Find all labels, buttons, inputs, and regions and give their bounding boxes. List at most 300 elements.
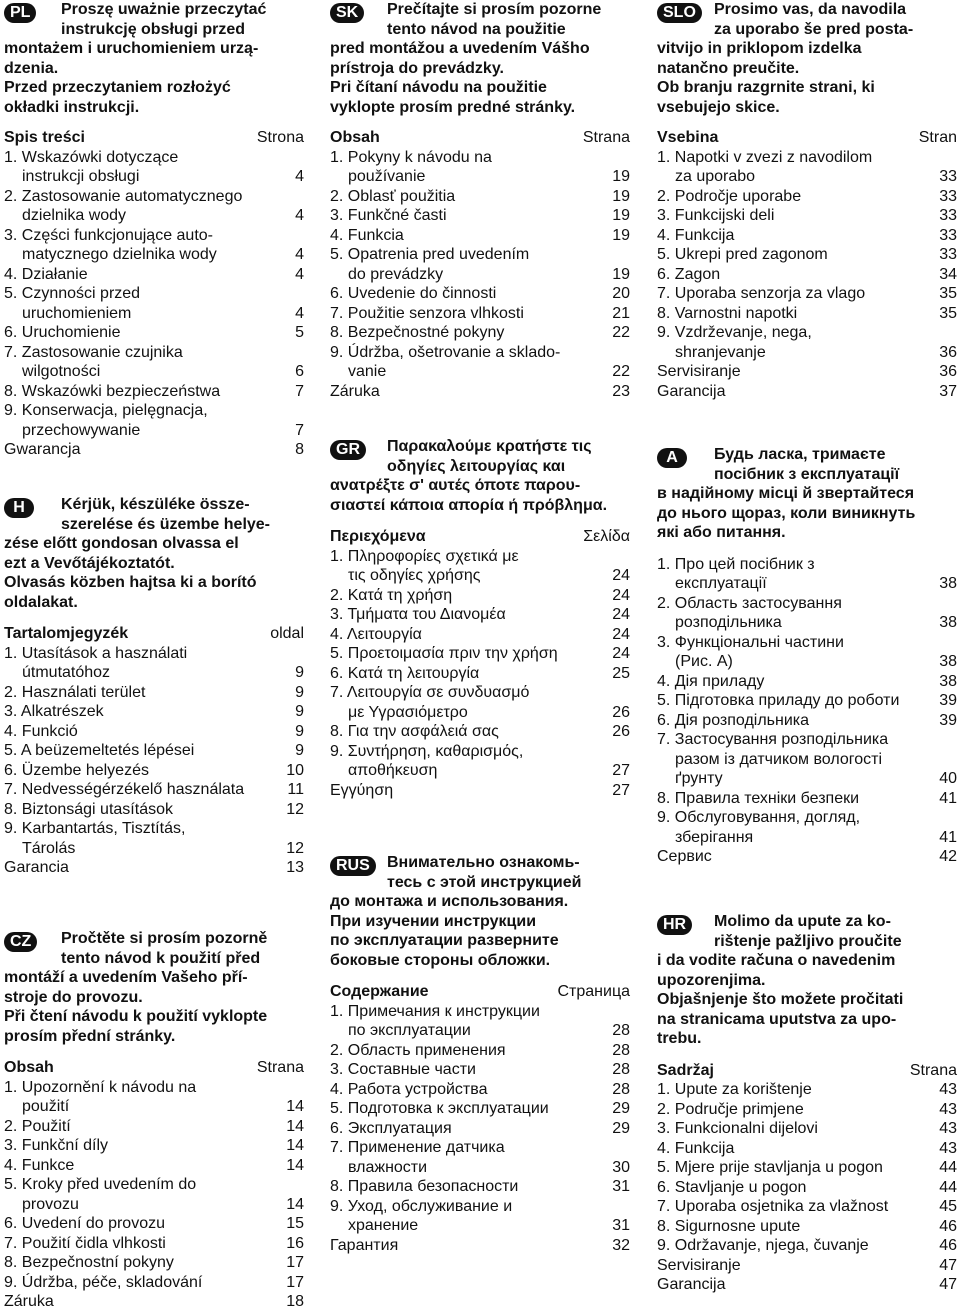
toc-entry-title: 6. Uvedení do provozu bbox=[4, 1215, 165, 1232]
toc-entry bbox=[330, 245, 630, 284]
toc-entry bbox=[657, 1119, 957, 1139]
intro-text-h: zése előtt gondosan olvassa el ezt a Vevőtájékoztatót. Olvasás közben hajtsa ki a borító oldalakat. bbox=[4, 535, 257, 611]
toc-entry bbox=[4, 265, 304, 285]
toc-entry-page: 4 bbox=[295, 265, 304, 283]
toc-entry-title: 8. Bezpečnostné pokyny bbox=[330, 324, 505, 341]
toc-entry bbox=[657, 555, 957, 594]
toc-entry bbox=[657, 789, 957, 809]
section-sk bbox=[330, 0, 630, 401]
toc-page-column-label: Strona bbox=[256, 129, 304, 146]
toc-entry bbox=[330, 148, 630, 187]
toc-entry-page: 35 bbox=[939, 304, 957, 322]
toc-entry bbox=[4, 1273, 304, 1293]
toc-entry-page: 14 bbox=[286, 1195, 304, 1213]
toc-entry-page: 36 bbox=[939, 343, 957, 361]
toc-entry bbox=[330, 781, 630, 801]
section-pl bbox=[4, 0, 304, 460]
toc-entry bbox=[330, 683, 630, 722]
toc-entry-page: 39 bbox=[939, 692, 957, 709]
toc-entry-title: 6. Дія розподільника bbox=[657, 711, 810, 729]
toc-entry-page: 8 bbox=[295, 441, 304, 458]
toc-entry-title: 9. Konserwacja, pielęgnacja, przechowywanie bbox=[4, 402, 208, 439]
toc-entry-title: 5. Подготовка к эксплуатации bbox=[330, 1100, 549, 1117]
toc-entry-title: 9. Уход, обслуживание и хранение bbox=[330, 1197, 513, 1234]
toc-entry-page: 39 bbox=[939, 711, 957, 729]
toc-entry-title: 6. Κατά τη λειτουργία bbox=[330, 664, 480, 682]
toc-title: Содержание bbox=[330, 983, 429, 1000]
toc-entry bbox=[4, 440, 304, 460]
language-badge-gr: GR bbox=[330, 440, 366, 460]
toc-entry bbox=[330, 1002, 630, 1041]
toc-entry-page: 28 bbox=[612, 1061, 630, 1078]
toc-entry-page: 10 bbox=[286, 761, 304, 779]
toc-page-column-label: Strana bbox=[909, 1061, 957, 1079]
toc-entry bbox=[657, 148, 957, 187]
toc-entry-page: 46 bbox=[939, 1237, 957, 1254]
toc-entry-page: 46 bbox=[939, 1217, 957, 1235]
toc-entry bbox=[657, 847, 957, 867]
toc-entry-page: 12 bbox=[286, 800, 304, 818]
toc-entry-page: 38 bbox=[939, 575, 957, 592]
toc-entry-page: 28 bbox=[612, 1041, 630, 1059]
toc-entry bbox=[330, 284, 630, 304]
toc-entry bbox=[330, 586, 630, 606]
toc-entry bbox=[4, 148, 304, 187]
toc-entry-title: 2. Oblasť použitia bbox=[330, 187, 456, 205]
toc-entry-title: 1. Примечания к инструкции по эксплуатации bbox=[330, 1002, 540, 1039]
toc-entry-title: 9. Karbantartás, Tisztítás, Tárolás bbox=[4, 820, 186, 857]
toc-entry bbox=[330, 206, 630, 226]
intro-heading-h: Kérjük, készüléke össze- szerelése és üzembe helye- bbox=[61, 496, 271, 533]
toc-entry-title: 4. Λειτουργία bbox=[330, 625, 422, 643]
toc-entry-title: Servisiranje bbox=[657, 1256, 741, 1274]
toc-entry-title: 3. Alkatrészek bbox=[4, 703, 104, 720]
toc-entry-page: 34 bbox=[939, 265, 957, 283]
toc-entry-page: 33 bbox=[939, 226, 957, 244]
section-gr bbox=[330, 437, 630, 800]
toc-entry bbox=[657, 1236, 957, 1256]
toc-header-h bbox=[4, 624, 304, 644]
toc-entry-title: 1. Wskazówki dotyczące instrukcji obsługi bbox=[4, 148, 179, 185]
toc-entry-page: 20 bbox=[612, 285, 630, 302]
toc-entry-title: 9. Údržba, péče, skladování bbox=[4, 1273, 203, 1291]
toc-entry bbox=[657, 187, 957, 207]
language-badge-h: H bbox=[4, 498, 34, 518]
section-slo bbox=[657, 0, 957, 401]
toc-entry bbox=[657, 304, 957, 324]
toc-entry bbox=[330, 547, 630, 586]
toc-entry-title: 4. Funkcija bbox=[657, 226, 735, 244]
toc-entry-title: 7. Uporaba osjetnika za vlažnost bbox=[657, 1198, 889, 1215]
toc-entry-page: 43 bbox=[939, 1139, 957, 1157]
toc-entry-title: 8. Biztonsági utasítások bbox=[4, 800, 173, 818]
intro-text-sk: pred montážou a uvedením Vášho prístroja do prevádzky. Pri čítaní návodu na použitie vyklopte prosím predné stránky. bbox=[330, 40, 590, 116]
toc-entry bbox=[330, 343, 630, 382]
toc-entry-title: 4. Funkcija bbox=[657, 1139, 735, 1157]
toc-entry-page: 21 bbox=[612, 304, 630, 322]
intro-text-cz: montáží a uvedením Vašeho pří- stroje do provozu. Při čtení návodu k použití vyklopte prosím přední stránky. bbox=[4, 969, 268, 1045]
toc-entry-page: 14 bbox=[286, 1137, 304, 1154]
toc-entry bbox=[657, 730, 957, 789]
toc-entry-title: 3. Funkční díly bbox=[4, 1137, 109, 1154]
intro-text-gr: ανατρέξτε σ' αυτές όποτε παρου- σιαστεί κάποια απορία ή πρόβλημα. bbox=[330, 477, 608, 514]
toc-entry-page: 24 bbox=[612, 586, 630, 604]
toc-entry bbox=[657, 382, 957, 402]
toc-entry-page: 9 bbox=[295, 664, 304, 681]
toc-entry bbox=[657, 1217, 957, 1237]
toc-entry-title: 6. Zagon bbox=[657, 265, 721, 283]
toc-header-rus bbox=[330, 982, 630, 1002]
intro-heading-slo: Prosimo vas, da navodila za uporabo še pred posta- bbox=[714, 1, 914, 38]
toc-entry-page: 17 bbox=[286, 1254, 304, 1271]
toc-entry-page: 45 bbox=[939, 1198, 957, 1215]
toc-entry-title: 4. Działanie bbox=[4, 265, 88, 283]
toc-entry-page: 13 bbox=[286, 859, 304, 876]
toc-entry-page: 29 bbox=[612, 1100, 630, 1117]
toc-entry-page: 16 bbox=[286, 1234, 304, 1252]
toc-entry-title: Сервис bbox=[657, 848, 712, 865]
toc-entry-page: 47 bbox=[939, 1256, 957, 1274]
toc-entry bbox=[330, 664, 630, 684]
toc-entry-title: 4. Funkce bbox=[4, 1156, 75, 1174]
toc-entry bbox=[4, 401, 304, 440]
toc-entry-title: 8. Sigurnosne upute bbox=[657, 1217, 801, 1235]
toc-entry-title: 1. Napotki v zvezi z navodilom za uporabo bbox=[657, 148, 873, 185]
toc-entry bbox=[4, 343, 304, 382]
toc-entry-title: 8. Правила безопасности bbox=[330, 1178, 519, 1195]
toc-list-pl bbox=[4, 148, 304, 460]
toc-entry bbox=[657, 594, 957, 633]
toc-entry bbox=[330, 1138, 630, 1177]
toc-entry bbox=[657, 1100, 957, 1120]
language-badge-rus: RUS bbox=[330, 856, 376, 876]
toc-entry-page: 44 bbox=[939, 1178, 957, 1196]
toc-entry-title: Гарантия bbox=[330, 1236, 399, 1254]
toc-entry bbox=[4, 1136, 304, 1156]
toc-entry bbox=[330, 226, 630, 246]
toc-page-column-label: Stran bbox=[918, 129, 957, 146]
intro-text-slo: vitvijo in priklopom izdelka natančno preučite. Ob branju razgrnite strani, ki vsebujejo skice. bbox=[657, 40, 875, 116]
toc-entry-title: 5. Kroky před uvedením do provozu bbox=[4, 1176, 197, 1213]
toc-entry bbox=[657, 1158, 957, 1178]
intro-heading-hr: Molimo da upute za ko- rištenje pažljivo proučite bbox=[714, 913, 902, 950]
toc-entry-title: 9. Údržba, ošetrovanie a sklado- vanie bbox=[330, 343, 561, 380]
toc-entry bbox=[657, 1275, 957, 1295]
toc-entry-title: 9. Συντήρηση, καθαρισμός, αποθήκευση bbox=[330, 742, 524, 779]
toc-title: Vsebina bbox=[657, 129, 719, 146]
toc-entry-page: 18 bbox=[286, 1293, 304, 1310]
toc-entry bbox=[330, 323, 630, 343]
toc-entry-page: 19 bbox=[612, 207, 630, 224]
toc-entry-page: 30 bbox=[612, 1158, 630, 1176]
toc-entry-title: 7. Λειτουργία σε συνδυασμό με Υγρασιόμετρο bbox=[330, 684, 530, 721]
toc-entry bbox=[330, 1060, 630, 1080]
intro-heading-cz: Pročtěte si prosím pozorně tento návod k použití před bbox=[61, 930, 268, 967]
section-rus bbox=[330, 853, 630, 1255]
toc-entry-page: 11 bbox=[287, 781, 304, 798]
toc-entry-title: 3. Funkcionalni dijelovi bbox=[657, 1120, 818, 1137]
toc-entry-title: 2. Področje uporabe bbox=[657, 187, 802, 205]
toc-entry-title: 5. Підготовка приладу до роботи bbox=[657, 692, 900, 709]
toc-entry-title: 3. Funkcijski deli bbox=[657, 207, 775, 224]
toc-entry-title: 2. Használati terület bbox=[4, 683, 146, 701]
intro-heading-gr: Παρακαλούμε κρατήστε τις οδηγίες λειτουργίας και bbox=[387, 438, 592, 475]
toc-list-sk bbox=[330, 148, 630, 402]
toc-entry-page: 9 bbox=[295, 722, 304, 740]
toc-entry-page: 19 bbox=[612, 187, 630, 205]
toc-entry bbox=[657, 226, 957, 246]
section-h bbox=[4, 495, 304, 878]
toc-entry-title: 9. Održavanje, njega, čuvanje bbox=[657, 1237, 869, 1254]
toc-entry bbox=[330, 644, 630, 664]
toc-entry-page: 33 bbox=[939, 187, 957, 205]
language-badge-sk: SK bbox=[330, 3, 364, 23]
section-a bbox=[657, 445, 957, 867]
toc-list-gr bbox=[330, 547, 630, 801]
toc-entry bbox=[657, 1256, 957, 1276]
toc-entry bbox=[330, 1041, 630, 1061]
toc-entry bbox=[657, 711, 957, 731]
toc-entry-title: 8. Varnostni napotki bbox=[657, 304, 798, 322]
toc-entry-page: 27 bbox=[612, 781, 630, 799]
toc-entry-title: 5. Ukrepi pred zagonom bbox=[657, 246, 828, 263]
toc-entry-page: 33 bbox=[939, 168, 957, 185]
toc-entry-page: 24 bbox=[612, 625, 630, 643]
toc-entry-title: 4. Дія приладу bbox=[657, 672, 765, 690]
toc-entry-title: 1. Про цей посібник з експлуатації bbox=[657, 555, 815, 592]
toc-entry bbox=[4, 1253, 304, 1273]
toc-entry-page: 19 bbox=[612, 226, 630, 244]
language-badge-hr: HR bbox=[657, 915, 692, 935]
toc-entry-title: 2. Κατά τη χρήση bbox=[330, 586, 453, 604]
toc-entry-page: 36 bbox=[939, 363, 957, 380]
toc-entry-page: 9 bbox=[295, 683, 304, 701]
toc-entry bbox=[4, 683, 304, 703]
toc-entry-title: 1. Upozornění k návodu na použití bbox=[4, 1078, 197, 1115]
toc-entry-page: 19 bbox=[612, 168, 630, 185]
intro-heading-sk: Prečítajte si prosím pozorne tento návod na použitie bbox=[387, 1, 602, 38]
toc-entry-title: 6. Uruchomienie bbox=[4, 324, 121, 341]
toc-title: Περιεχόμενα bbox=[330, 528, 426, 545]
toc-entry-page: 44 bbox=[939, 1159, 957, 1176]
toc-entry-title: 3. Τμήματα του Διανομέα bbox=[330, 606, 506, 623]
toc-entry-title: 5. Opatrenia pred uvedením do prevádzky bbox=[330, 246, 530, 283]
toc-entry bbox=[4, 702, 304, 722]
toc-entry-page: 4 bbox=[295, 246, 304, 263]
toc-entry-page: 24 bbox=[612, 645, 630, 662]
toc-entry-page: 38 bbox=[939, 672, 957, 690]
toc-entry-title: 5. Czynności przed uruchomieniem bbox=[4, 285, 141, 322]
toc-entry-title: 5. A beüzemeltetés lépései bbox=[4, 742, 195, 759]
toc-entry-page: 29 bbox=[612, 1119, 630, 1137]
toc-entry bbox=[330, 1099, 630, 1119]
toc-entry-title: 6. Uvedenie do činnosti bbox=[330, 285, 497, 302]
toc-entry-title: Záruka bbox=[4, 1293, 54, 1310]
toc-entry-title: Servisiranje bbox=[657, 363, 741, 380]
toc-entry-title: 2. Область применения bbox=[330, 1041, 506, 1059]
toc-entry-page: 31 bbox=[612, 1217, 630, 1234]
toc-entry-page: 9 bbox=[295, 742, 304, 759]
language-badge-a: A bbox=[657, 448, 687, 468]
section-cz bbox=[4, 929, 304, 1312]
toc-entry-page: 12 bbox=[286, 839, 304, 857]
toc-entry-title: 6. Stavljanje u pogon bbox=[657, 1178, 807, 1196]
toc-header-pl bbox=[4, 128, 304, 148]
toc-entry-title: 2. Použití bbox=[4, 1117, 71, 1135]
toc-entry-page: 47 bbox=[939, 1276, 957, 1293]
toc-list-cz bbox=[4, 1078, 304, 1312]
toc-page-column-label: Strana bbox=[256, 1059, 304, 1076]
toc-entry-title: 7. Застосування розподільника разом із датчиком вологості ґрунту bbox=[657, 731, 889, 787]
toc-entry bbox=[330, 1080, 630, 1100]
intro-text-a: в надійному місці й звертайтеся до нього щораз, коли виникнуть які або питання. bbox=[657, 485, 916, 541]
toc-header-cz bbox=[4, 1058, 304, 1078]
toc-entry-page: 15 bbox=[286, 1215, 304, 1232]
toc-entry bbox=[4, 858, 304, 878]
toc-entry bbox=[4, 1292, 304, 1312]
toc-entry-page: 42 bbox=[939, 848, 957, 865]
toc-entry-page: 43 bbox=[939, 1120, 957, 1137]
toc-entry-page: 41 bbox=[939, 789, 957, 807]
toc-entry-page: 7 bbox=[295, 421, 304, 439]
toc-entry bbox=[657, 265, 957, 285]
toc-entry-page: 31 bbox=[612, 1178, 630, 1195]
toc-entry bbox=[657, 1080, 957, 1100]
toc-entry-page: 22 bbox=[612, 324, 630, 341]
toc-entry-page: 9 bbox=[295, 703, 304, 720]
toc-page-column-label: Σελίδα bbox=[583, 528, 630, 545]
toc-entry-title: 1. Upute za korištenje bbox=[657, 1081, 812, 1098]
intro-text-pl: montażem i uruchomieniem urzą- dzenia. Przed przeczytaniem rozłożyć okładki instrukcji. bbox=[4, 40, 259, 116]
toc-entry-page: 5 bbox=[295, 324, 304, 341]
toc-entry-page: 41 bbox=[939, 828, 957, 846]
toc-entry-title: 1. Πληροφορίες σχετικά με τις οδηγίες χρήσης bbox=[330, 547, 519, 584]
toc-title: Spis treści bbox=[4, 129, 85, 146]
toc-entry-title: 7. Nedvességérzékelő használata bbox=[4, 781, 245, 798]
toc-entry bbox=[4, 1175, 304, 1214]
toc-entry-page: 4 bbox=[295, 304, 304, 322]
toc-entry bbox=[4, 644, 304, 683]
toc-entry bbox=[4, 819, 304, 858]
toc-title: Obsah bbox=[330, 129, 380, 146]
toc-entry bbox=[657, 808, 957, 847]
toc-entry-page: 4 bbox=[295, 168, 304, 185]
toc-entry bbox=[657, 206, 957, 226]
toc-entry bbox=[330, 742, 630, 781]
toc-entry bbox=[4, 1156, 304, 1176]
toc-entry-title: 5. Προετοιμασία πριν την χρήση bbox=[330, 645, 558, 662]
toc-entry bbox=[330, 382, 630, 402]
toc-entry-title: 3. Funkčné časti bbox=[330, 207, 447, 224]
toc-list-rus bbox=[330, 1002, 630, 1256]
toc-entry-title: 6. Üzembe helyezés bbox=[4, 761, 149, 779]
toc-entry bbox=[657, 245, 957, 265]
toc-entry-page: 32 bbox=[612, 1236, 630, 1254]
toc-entry bbox=[4, 284, 304, 323]
toc-entry bbox=[657, 323, 957, 362]
toc-entry-title: 4. Funkció bbox=[4, 722, 78, 740]
toc-title: Obsah bbox=[4, 1059, 54, 1076]
toc-page-column-label: oldal bbox=[270, 625, 304, 642]
toc-entry-title: 3. Функціональні частини (Рис. A) bbox=[657, 633, 844, 670]
toc-entry bbox=[330, 722, 630, 742]
toc-entry bbox=[4, 1078, 304, 1117]
toc-entry-page: 40 bbox=[939, 770, 957, 787]
toc-entry bbox=[330, 304, 630, 324]
toc-entry bbox=[657, 691, 957, 711]
toc-entry-page: 28 bbox=[612, 1022, 630, 1039]
toc-entry-title: 9. Vzdrževanje, nega, shranjevanje bbox=[657, 324, 812, 361]
toc-header-sk bbox=[330, 128, 630, 148]
toc-header-gr bbox=[330, 527, 630, 547]
toc-entry-page: 28 bbox=[612, 1080, 630, 1098]
toc-entry bbox=[4, 741, 304, 761]
toc-entry bbox=[330, 1236, 630, 1256]
toc-page-column-label: Страница bbox=[557, 983, 630, 1000]
toc-page-column-label: Strana bbox=[582, 129, 630, 146]
toc-list-slo bbox=[657, 148, 957, 402]
toc-entry bbox=[4, 761, 304, 781]
toc-entry bbox=[657, 1197, 957, 1217]
toc-entry-title: 1. Utasítások a használati útmutatóhoz bbox=[4, 644, 188, 681]
toc-entry-page: 27 bbox=[612, 762, 630, 779]
intro-heading-a: Будь ласка, тримаєте посібник з експлуатації bbox=[714, 446, 900, 483]
toc-entry-page: 14 bbox=[286, 1117, 304, 1135]
toc-entry bbox=[4, 780, 304, 800]
toc-entry-page: 26 bbox=[612, 703, 630, 721]
toc-entry-page: 26 bbox=[612, 723, 630, 740]
toc-entry-page: 24 bbox=[612, 567, 630, 584]
toc-entry bbox=[657, 284, 957, 304]
toc-entry-page: 19 bbox=[612, 265, 630, 283]
toc-header-hr bbox=[657, 1061, 957, 1081]
toc-entry bbox=[330, 625, 630, 645]
toc-entry bbox=[330, 187, 630, 207]
toc-title: Tartalomjegyzék bbox=[4, 625, 129, 642]
toc-list-a bbox=[657, 555, 957, 867]
toc-entry-page: 43 bbox=[939, 1081, 957, 1098]
toc-entry bbox=[330, 1197, 630, 1236]
toc-entry-title: 7. Použitie senzora vlhkosti bbox=[330, 304, 524, 322]
toc-entry-page: 24 bbox=[612, 606, 630, 623]
toc-entry-page: 4 bbox=[295, 207, 304, 224]
toc-entry bbox=[657, 362, 957, 382]
toc-entry-title: Garancija bbox=[657, 1276, 726, 1293]
toc-entry bbox=[4, 323, 304, 343]
toc-entry-title: Εγγύηση bbox=[330, 781, 394, 799]
toc-entry-title: 4. Работа устройства bbox=[330, 1080, 488, 1098]
toc-entry-title: 2. Područje primjene bbox=[657, 1100, 804, 1118]
toc-entry-page: 35 bbox=[939, 285, 957, 302]
toc-entry-page: 25 bbox=[612, 664, 630, 682]
toc-entry-page: 38 bbox=[939, 614, 957, 631]
toc-entry bbox=[4, 800, 304, 820]
toc-entry-title: 4. Funkcia bbox=[330, 226, 404, 244]
toc-entry bbox=[330, 1119, 630, 1139]
toc-entry bbox=[4, 226, 304, 265]
toc-entry-title: 8. Για την ασφάλειά σας bbox=[330, 723, 499, 740]
toc-entry bbox=[4, 1234, 304, 1254]
toc-entry bbox=[657, 1178, 957, 1198]
intro-heading-rus: Внимательно ознакомь- тесь с этой инструкцией bbox=[387, 854, 582, 891]
toc-entry-title: 6. Эксплуатация bbox=[330, 1119, 452, 1137]
toc-entry bbox=[4, 1117, 304, 1137]
toc-header-slo bbox=[657, 128, 957, 148]
toc-title: Sadržaj bbox=[657, 1061, 714, 1079]
toc-entry-page: 7 bbox=[295, 382, 304, 400]
toc-entry-title: 2. Zastosowanie automatycznego dzielnika wody bbox=[4, 187, 243, 224]
toc-list-h bbox=[4, 644, 304, 878]
